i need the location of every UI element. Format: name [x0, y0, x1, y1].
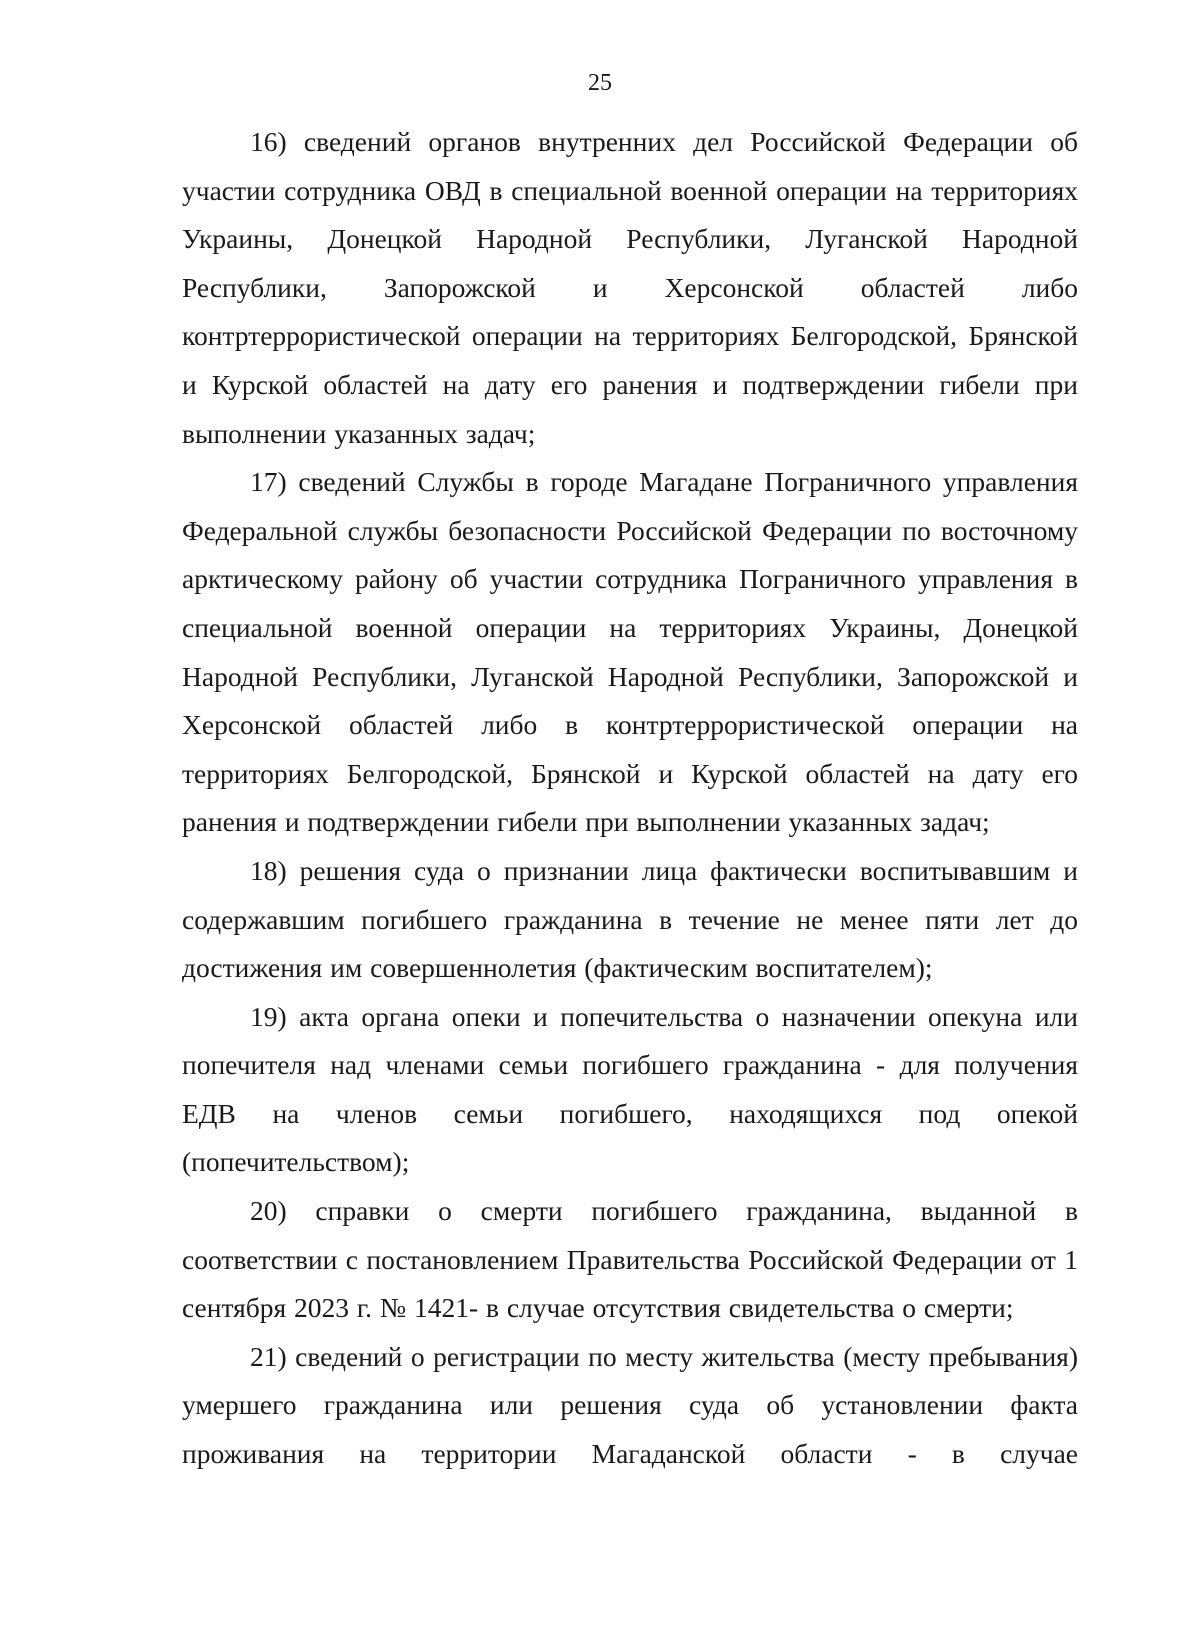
- paragraph-item-20: 20) справки о смерти погибшего гражданина, выданной в соответствии с постановлением Правительства Российской Федерации от 1 сентября 2023 г. № 1421- в случае отсутствия свидетельства о смерти;: [182, 1195, 1078, 1324]
- paragraph-item-18: 18) решения суда о признании лица фактически воспитывавшим и содержавшим погибшего гражданина в течение не менее пяти лет до достижения им совершеннолетия (фактическим воспитателем);: [182, 854, 1078, 984]
- paragraph-item-21: 21) сведений о регистрации по месту жительства (месту пребывания) умершего гражданина или решения суда об установлении факта проживания на территории Магаданской области - в случае: [182, 1340, 1078, 1470]
- paragraph-item-17: 17) сведений Службы в городе Магадане Пограничного управления Федеральной службы безопасности Российской Федерации по восточному арктическому району об участии сотрудника Пограничного управления в специальной военной операции на территориях Украины, Донецкой Народной Республики, Луганской Народной Республики, Запорожской и Херсонской областей либо в контртеррористической операции на территориях Белгородской, Брянской и Курской областей на дату его ранения и подтверждении гибели при выполнении указанных задач;: [182, 466, 1078, 838]
- paragraph-item-16: 16) сведений органов внутренних дел Российской Федерации об участии сотрудника ОВД в специальной военной операции на территориях Украины, Донецкой Народной Республики, Луганской Народной Республики, Запорожской и Херсонской областей либо контртеррористической операции на территориях Белгородской, Брянской и Курской областей на дату его ранения и подтверждении гибели при выполнении указанных задач;: [182, 126, 1078, 449]
- document-body: [182, 118, 1078, 1479]
- paragraph-item-19: 19) акта органа опеки и попечительства о назначении опекуна или попечителя над членами семьи погибшего гражданина - для получения ЕДВ на членов семьи погибшего, находящихся под опекой (попечительством);: [182, 1000, 1078, 1178]
- page-number: 25: [588, 70, 612, 96]
